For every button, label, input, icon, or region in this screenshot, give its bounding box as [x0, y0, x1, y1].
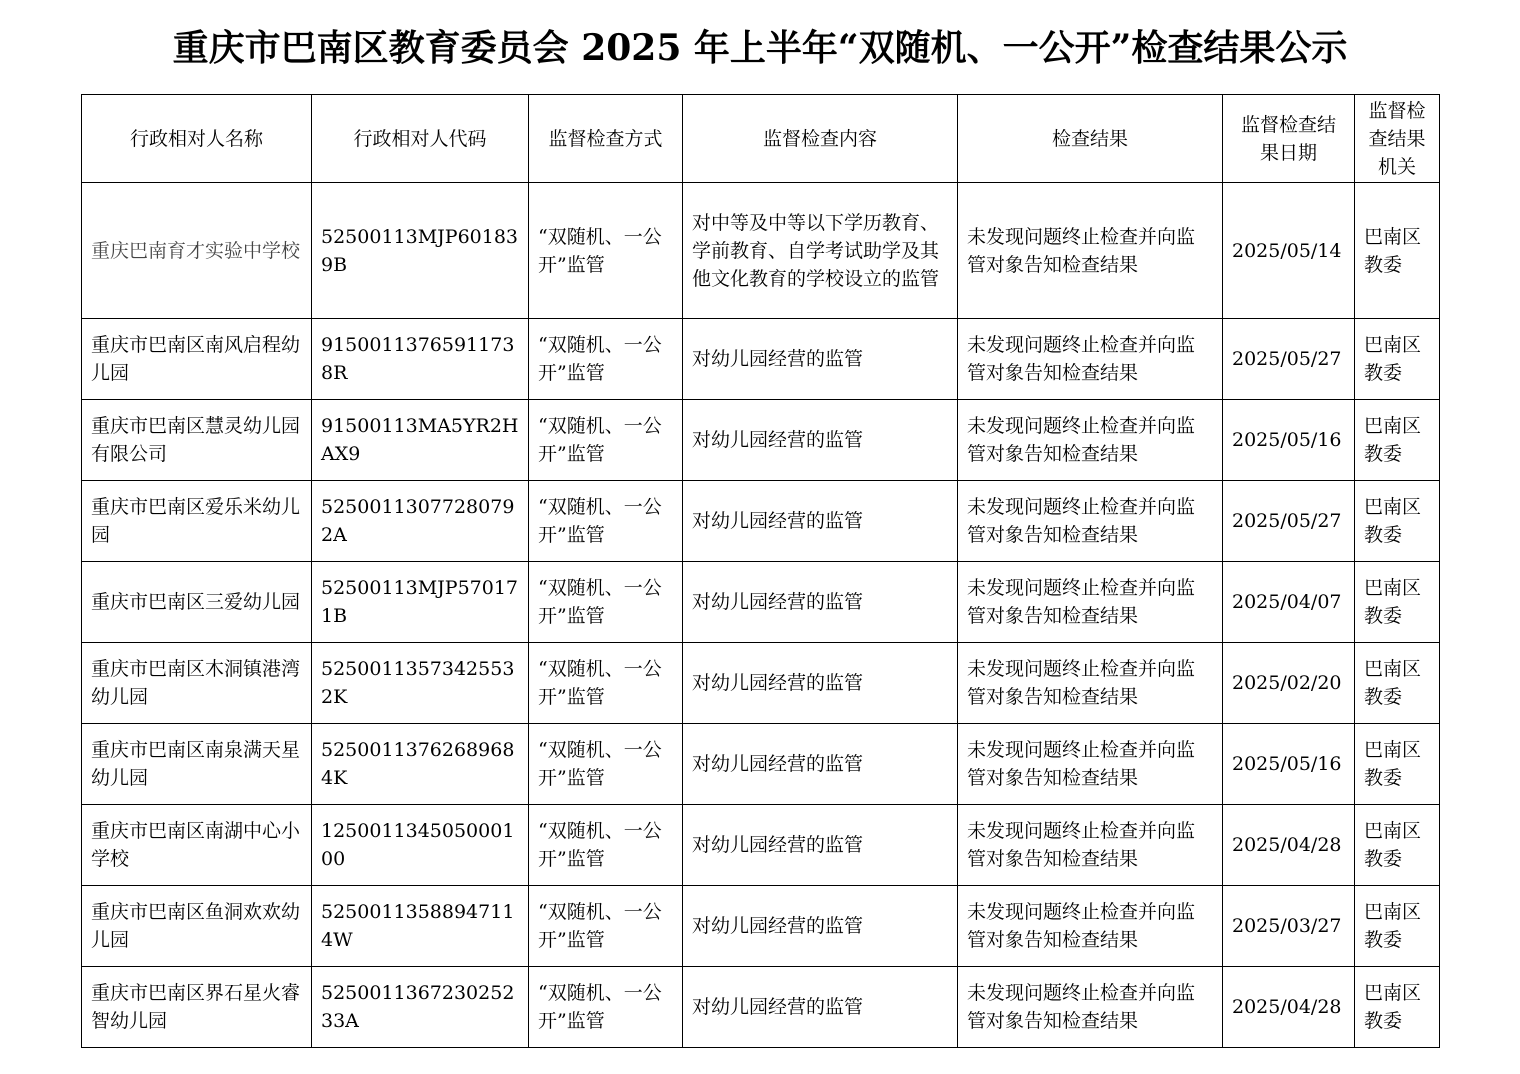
- cell-code: 91500113765911738R: [312, 319, 529, 400]
- cell-result: 未发现问题终止检查并向监管对象告知检查结果: [958, 562, 1223, 643]
- cell-date: 2025/05/16: [1223, 400, 1355, 481]
- header-method: 监督检查方式: [529, 95, 683, 183]
- cell-agency: 巴南区教委: [1355, 481, 1440, 562]
- cell-code: 91500113MA5YR2HAX9: [312, 400, 529, 481]
- cell-content: 对幼儿园经营的监管: [683, 805, 958, 886]
- cell-date: 2025/05/14: [1223, 183, 1355, 319]
- cell-content: 对幼儿园经营的监管: [683, 967, 958, 1048]
- cell-method: “双随机、一公开”监管: [529, 805, 683, 886]
- cell-name: 重庆市巴南区慧灵幼儿园有限公司: [82, 400, 312, 481]
- cell-name: 重庆市巴南区南泉满天星幼儿园: [82, 724, 312, 805]
- cell-name: 重庆市巴南区南湖中心小学校: [82, 805, 312, 886]
- table-row: [82, 805, 1440, 886]
- cell-agency: 巴南区教委: [1355, 643, 1440, 724]
- cell-name: 重庆市巴南区界石星火睿智幼儿园: [82, 967, 312, 1048]
- cell-method: “双随机、一公开”监管: [529, 400, 683, 481]
- cell-date: 2025/04/28: [1223, 805, 1355, 886]
- cell-date: 2025/05/27: [1223, 319, 1355, 400]
- table-row: [82, 400, 1440, 481]
- cell-date: 2025/04/07: [1223, 562, 1355, 643]
- cell-content: 对幼儿园经营的监管: [683, 400, 958, 481]
- cell-date: 2025/02/20: [1223, 643, 1355, 724]
- cell-code: 52500113077280792A: [312, 481, 529, 562]
- table-row: [82, 724, 1440, 805]
- table-row: [82, 886, 1440, 967]
- cell-agency: 巴南区教委: [1355, 562, 1440, 643]
- cell-name: 重庆巴南育才实验中学校: [82, 183, 312, 319]
- cell-content: 对幼儿园经营的监管: [683, 481, 958, 562]
- cell-content: 对幼儿园经营的监管: [683, 319, 958, 400]
- cell-code: 52500113588947114W: [312, 886, 529, 967]
- cell-agency: 巴南区教委: [1355, 967, 1440, 1048]
- cell-result: 未发现问题终止检查并向监管对象告知检查结果: [958, 319, 1223, 400]
- header-agency: 监督检查结果机关: [1355, 95, 1440, 183]
- table-row: [82, 183, 1440, 319]
- cell-content: 对中等及中等以下学历教育、学前教育、自学考试助学及其他文化教育的学校设立的监管: [683, 183, 958, 319]
- cell-code: 52500113MJP570171B: [312, 562, 529, 643]
- cell-result: 未发现问题终止检查并向监管对象告知检查结果: [958, 967, 1223, 1048]
- cell-method: “双随机、一公开”监管: [529, 562, 683, 643]
- cell-method: “双随机、一公开”监管: [529, 724, 683, 805]
- cell-date: 2025/04/28: [1223, 967, 1355, 1048]
- cell-method: “双随机、一公开”监管: [529, 967, 683, 1048]
- cell-result: 未发现问题终止检查并向监管对象告知检查结果: [958, 805, 1223, 886]
- header-name: 行政相对人名称: [82, 95, 312, 183]
- header-content: 监督检查内容: [683, 95, 958, 183]
- cell-agency: 巴南区教委: [1355, 183, 1440, 319]
- header-code: 行政相对人代码: [312, 95, 529, 183]
- cell-date: 2025/05/16: [1223, 724, 1355, 805]
- cell-date: 2025/05/27: [1223, 481, 1355, 562]
- cell-name: 重庆市巴南区南风启程幼儿园: [82, 319, 312, 400]
- table-row: [82, 481, 1440, 562]
- cell-method: “双随机、一公开”监管: [529, 481, 683, 562]
- cell-method: “双随机、一公开”监管: [529, 183, 683, 319]
- cell-agency: 巴南区教委: [1355, 805, 1440, 886]
- cell-content: 对幼儿园经营的监管: [683, 886, 958, 967]
- cell-code: 52500113762689684K: [312, 724, 529, 805]
- cell-code: 125001134505000100: [312, 805, 529, 886]
- cell-method: “双随机、一公开”监管: [529, 886, 683, 967]
- cell-agency: 巴南区教委: [1355, 319, 1440, 400]
- header-result: 检查结果: [958, 95, 1223, 183]
- cell-result: 未发现问题终止检查并向监管对象告知检查结果: [958, 724, 1223, 805]
- cell-method: “双随机、一公开”监管: [529, 643, 683, 724]
- cell-name: 重庆市巴南区三爱幼儿园: [82, 562, 312, 643]
- page-title: 重庆市巴南区教育委员会 2025 年上半年“双随机、一公开”检查结果公示: [172, 27, 1348, 69]
- cell-name: 重庆市巴南区木洞镇港湾幼儿园: [82, 643, 312, 724]
- cell-content: 对幼儿园经营的监管: [683, 562, 958, 643]
- cell-name: 重庆市巴南区爱乐米幼儿园: [82, 481, 312, 562]
- cell-result: 未发现问题终止检查并向监管对象告知检查结果: [958, 400, 1223, 481]
- results-table: [81, 94, 1440, 1048]
- table-row: [82, 562, 1440, 643]
- cell-agency: 巴南区教委: [1355, 886, 1440, 967]
- cell-method: “双随机、一公开”监管: [529, 319, 683, 400]
- table-header-row: [82, 95, 1440, 183]
- table-row: [82, 967, 1440, 1048]
- cell-result: 未发现问题终止检查并向监管对象告知检查结果: [958, 481, 1223, 562]
- cell-date: 2025/03/27: [1223, 886, 1355, 967]
- cell-result: 未发现问题终止检查并向监管对象告知检查结果: [958, 643, 1223, 724]
- cell-code: 52500113MJP601839B: [312, 183, 529, 319]
- cell-content: 对幼儿园经营的监管: [683, 643, 958, 724]
- cell-result: 未发现问题终止检查并向监管对象告知检查结果: [958, 183, 1223, 319]
- cell-content: 对幼儿园经营的监管: [683, 724, 958, 805]
- cell-result: 未发现问题终止检查并向监管对象告知检查结果: [958, 886, 1223, 967]
- cell-agency: 巴南区教委: [1355, 724, 1440, 805]
- cell-code: 525001136723025233A: [312, 967, 529, 1048]
- header-date: 监督检查结果日期: [1223, 95, 1355, 183]
- table-row: [82, 319, 1440, 400]
- cell-agency: 巴南区教委: [1355, 400, 1440, 481]
- cell-name: 重庆市巴南区鱼洞欢欢幼儿园: [82, 886, 312, 967]
- cell-code: 52500113573425532K: [312, 643, 529, 724]
- table-row: [82, 643, 1440, 724]
